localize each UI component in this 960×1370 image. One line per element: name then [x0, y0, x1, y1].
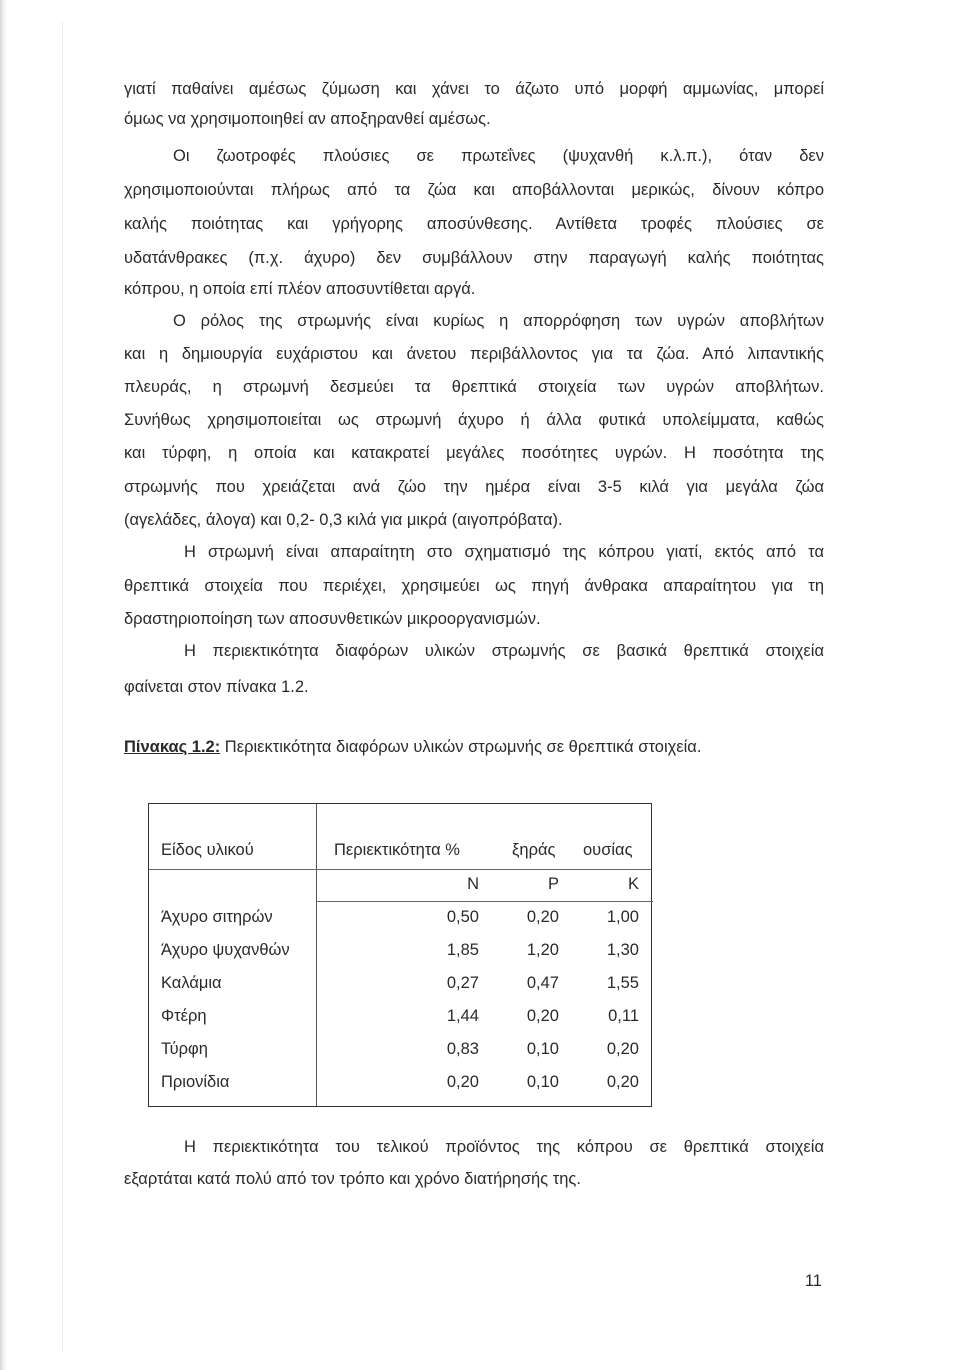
table-row-material: Καλάμια [161, 974, 222, 992]
table-cell-k: 1,00 [606, 908, 639, 926]
table-header-divider [149, 869, 651, 870]
table-cell-n: 1,44 [446, 1007, 479, 1025]
text-line: (αγελάδες, άλογα) και 0,2- 0,3 κιλά για μικρά (αιγοπρόβατα). [124, 511, 563, 529]
text-line: Η στρωμνή είναι απαραίτητη στο σχηματισμό της κόπρου γιατί, εκτός από τα [184, 543, 824, 561]
text-line: υδατάνθρακες (π.χ. άχυρο) δεν συμβάλλουν στην παραγωγή καλής ποιότητας [124, 249, 824, 267]
table-subheader-divider [316, 901, 653, 902]
table-cell-p: 0,10 [526, 1073, 559, 1091]
column-k-header: K [627, 875, 639, 893]
table-cell-n: 0,20 [446, 1073, 479, 1091]
table-cell-p: 0,47 [526, 974, 559, 992]
text-line: δραστηριοποίηση των αποσυνθετικών μικροοργανισμών. [124, 610, 541, 628]
table-cell-k: 0,20 [606, 1073, 639, 1091]
table-row-material: Πριονίδια [161, 1073, 230, 1091]
text-line: Η περιεκτικότητα διαφόρων υλικών στρωμνής σε βασικά θρεπτικά στοιχεία [184, 642, 824, 660]
text-line: Ο ρόλος της στρωμνής είναι κυρίως η απορρόφηση των υγρών αποβλήτων [173, 312, 824, 330]
text-line: φαίνεται στον πίνακα 1.2. [124, 678, 309, 696]
table-row-material: Άχυρο ψυχανθών [161, 941, 290, 959]
text-line: Οι ζωοτροφές πλούσιες σε πρωτεΐνες (ψυχανθή κ.λ.π.), όταν δεν [173, 147, 824, 165]
header-material: Είδος υλικού [161, 841, 254, 859]
text-line: πλευράς, η στρωμνή δεσμεύει τα θρεπτικά στοιχεία των υγρών αποβλήτων. [124, 378, 824, 396]
text-line: Η περιεκτικότητα του τελικού προϊόντος της κόπρου σε θρεπτικά στοιχεία [184, 1138, 824, 1156]
header-substance: ουσίας [583, 841, 633, 859]
column-p-header: P [547, 875, 559, 893]
scan-fold-line [62, 22, 63, 1352]
table-cell-n: 0,83 [446, 1040, 479, 1058]
table-caption [124, 736, 701, 758]
column-n-header: N [467, 875, 479, 893]
table-cell-p: 0,20 [526, 908, 559, 926]
table-row-material: Φτέρη [161, 1007, 207, 1025]
text-line: όμως να χρησιμοποιηθεί αν αποξηρανθεί αμέσως. [124, 110, 491, 128]
nutrient-table [148, 803, 652, 1107]
text-line: στρωμνής που χρειάζεται ανά ζώο την ημέρα είναι 3-5 κιλά για μεγάλα ζώα [124, 478, 824, 496]
table-caption-text: Περιεκτικότητα διαφόρων υλικών στρωμνής σε θρεπτικά στοιχεία. [220, 738, 702, 756]
text-line: εξαρτάται κατά πολύ από τον τρόπο και χρόνο διατήρησής της. [124, 1170, 581, 1188]
table-cell-n: 0,50 [446, 908, 479, 926]
table-cell-k: 1,55 [606, 974, 639, 992]
text-line: κόπρου, η οποία επί πλέον αποσυντίθεται αργά. [124, 280, 476, 298]
text-line: χρησιμοποιούνται πλήρως από τα ζώα και αποβάλλονται μερικώς, δίνουν κόπρο [124, 181, 824, 199]
table-cell-p: 0,10 [526, 1040, 559, 1058]
table-row-material: Άχυρο σιτηρών [161, 908, 273, 926]
text-line: θρεπτικά στοιχεία που περιέχει, χρησιμεύει ως πηγή άνθρακα απαραίτητου για τη [124, 577, 824, 595]
scan-edge-shadow [0, 0, 7, 1370]
header-dry: ξηράς [512, 841, 556, 859]
text-line: και η δημιουργία ευχάριστου και άνετου περιβάλλοντος για τα ζώα. Από λιπαντικής [124, 345, 824, 363]
table-cell-k: 0,20 [606, 1040, 639, 1058]
text-line: γιατί παθαίνει αμέσως ζύμωση και χάνει το άζωτο υπό μορφή αμμωνίας, μπορεί [124, 80, 824, 98]
text-line: και τύρφη, η οποία και κατακρατεί μεγάλες ποσότητες υγρών. Η ποσότητα της [124, 444, 824, 462]
table-cell-n: 1,85 [446, 941, 479, 959]
table-caption-label: Πίνακας 1.2: [124, 738, 221, 756]
header-content: Περιεκτικότητα % [334, 841, 460, 859]
text-line: καλής ποιότητας και γρήγορης αποσύνθεσης. Αντίθετα τροφές πλούσιες σε [124, 215, 824, 233]
page-number: 11 [804, 1272, 822, 1290]
table-cell-p: 1,20 [526, 941, 559, 959]
table-cell-k: 1,30 [606, 941, 639, 959]
table-column-divider [316, 804, 317, 1106]
table-row-material: Τύρφη [161, 1040, 208, 1058]
table-cell-k: 0,11 [608, 1007, 639, 1025]
text-line: Συνήθως χρησιμοποιείται ως στρωμνή άχυρο ή άλλα φυτικά υπολείμματα, καθώς [124, 411, 824, 429]
table-cell-p: 0,20 [526, 1007, 559, 1025]
table-cell-n: 0,27 [446, 974, 479, 992]
